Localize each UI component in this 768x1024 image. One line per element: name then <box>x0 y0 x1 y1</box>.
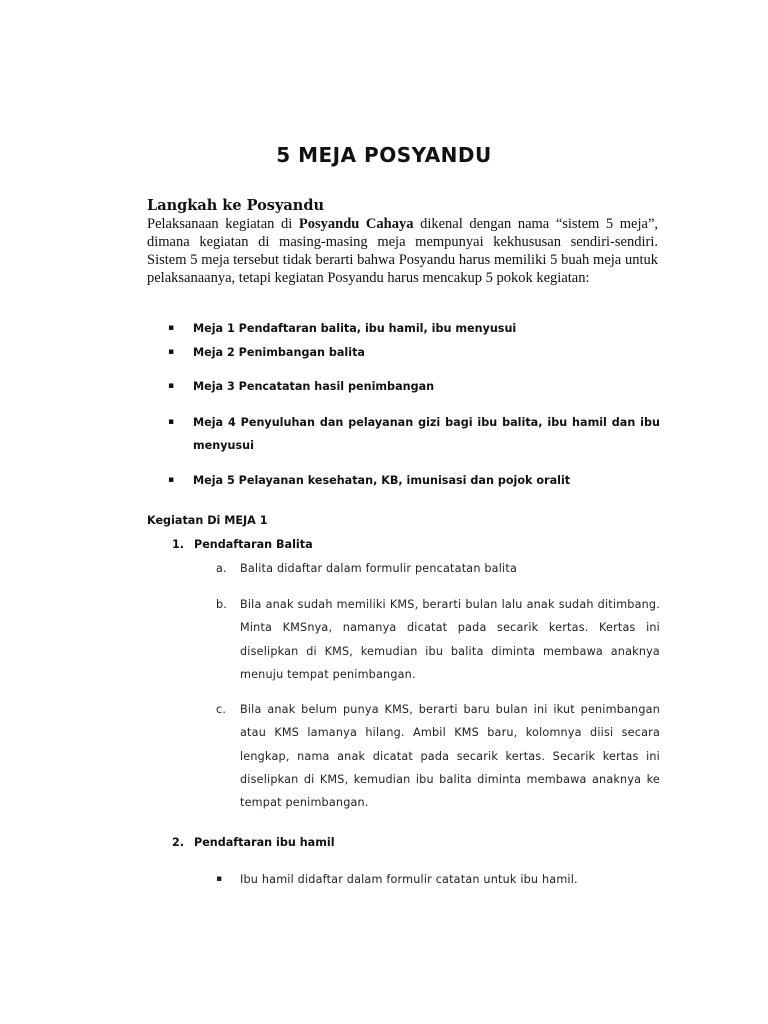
meja-item-5 <box>168 469 660 492</box>
section-title: Pendaftaran ibu hamil <box>194 836 335 849</box>
bullet-icon: ▪ <box>168 417 175 427</box>
meja-item-text: Meja 3 Pencatatan hasil penimbangan <box>193 380 435 393</box>
sub-item-a <box>216 557 660 580</box>
meja-item-text: Meja 5 Pelayanan kesehatan, KB, imunisasi dan pojok oralit <box>193 474 571 487</box>
meja-item-3 <box>168 375 660 398</box>
item-letter: b. <box>216 598 228 611</box>
sub-item-b <box>216 593 660 686</box>
item-text: Ibu hamil didaftar dalam formulir catatan untuk ibu hamil. <box>240 873 578 886</box>
section-number: 1. <box>172 538 185 551</box>
item-letter: c. <box>216 703 227 716</box>
ibu-hamil-item <box>216 868 660 891</box>
kegiatan-heading: Kegiatan Di MEJA 1 <box>147 514 268 527</box>
section-number: 2. <box>172 836 185 849</box>
meja-item-text: Meja 1 Pendaftaran balita, ibu hamil, ibu menyusui <box>193 322 517 335</box>
bullet-icon: ▪ <box>168 381 175 391</box>
item-text: Balita didaftar dalam formulir pencatatan balita <box>240 562 518 575</box>
bullet-icon: ▪ <box>216 874 223 884</box>
item-text: Bila anak sudah memiliki KMS, berarti bulan lalu anak sudah ditimbang. Minta KMSnya, namanya dicatat pada secarik kertas. Kertas ini diselipkan di KMS, kemudian ibu balita diminta membawa anaknya menuju tempat penimbangan. <box>240 598 660 681</box>
section-1-heading <box>172 538 313 551</box>
meja-item-4 <box>168 411 660 457</box>
meja-item-2 <box>168 341 660 364</box>
meja-item-1 <box>168 317 660 340</box>
item-text: Bila anak belum punya KMS, berarti baru bulan ini ikut penimbangan atau KMS lamanya hilang. Ambil KMS baru, kolomnya diisi secara lengkap, nama anak dicatat pada secarik kertas. Secarik kertas ini diselipkan di KMS, kemudian ibu balita diminta membawa anaknya ke tempat penimbangan. <box>240 703 660 810</box>
section-2-heading <box>172 836 335 849</box>
bullet-icon: ▪ <box>168 475 175 485</box>
section-title: Pendaftaran Balita <box>194 538 313 551</box>
item-letter: a. <box>216 562 227 575</box>
document-title: 5 MEJA POSYANDU <box>276 143 492 167</box>
meja-item-text: Meja 4 Penyuluhan dan pelayanan gizi bagi ibu balita, ibu hamil dan ibu menyusui <box>193 416 660 452</box>
meja-item-text: Meja 2 Penimbangan balita <box>193 346 365 359</box>
posyandu-name: Posyandu Cahaya <box>298 216 414 232</box>
intro-paragraph <box>147 215 658 287</box>
sub-item-c <box>216 698 660 814</box>
bullet-icon: ▪ <box>168 323 175 333</box>
intro-text-before: Pelaksanaan kegiatan di <box>147 216 299 232</box>
intro-text-after: dikenal dengan nama “sistem 5 meja”, dimana kegiatan di masing-masing meja mempunyai kekhususan sendiri-sendiri. Sistem 5 meja tersebut tidak berarti bahwa Posyandu harus memiliki 5 buah meja untuk pelaksanaanya, tetapi kegiatan Posyandu harus mencakup 5 pokok kegiatan: <box>147 216 659 286</box>
intro-heading: Langkah ke Posyandu <box>147 197 325 214</box>
bullet-icon: ▪ <box>168 347 175 357</box>
